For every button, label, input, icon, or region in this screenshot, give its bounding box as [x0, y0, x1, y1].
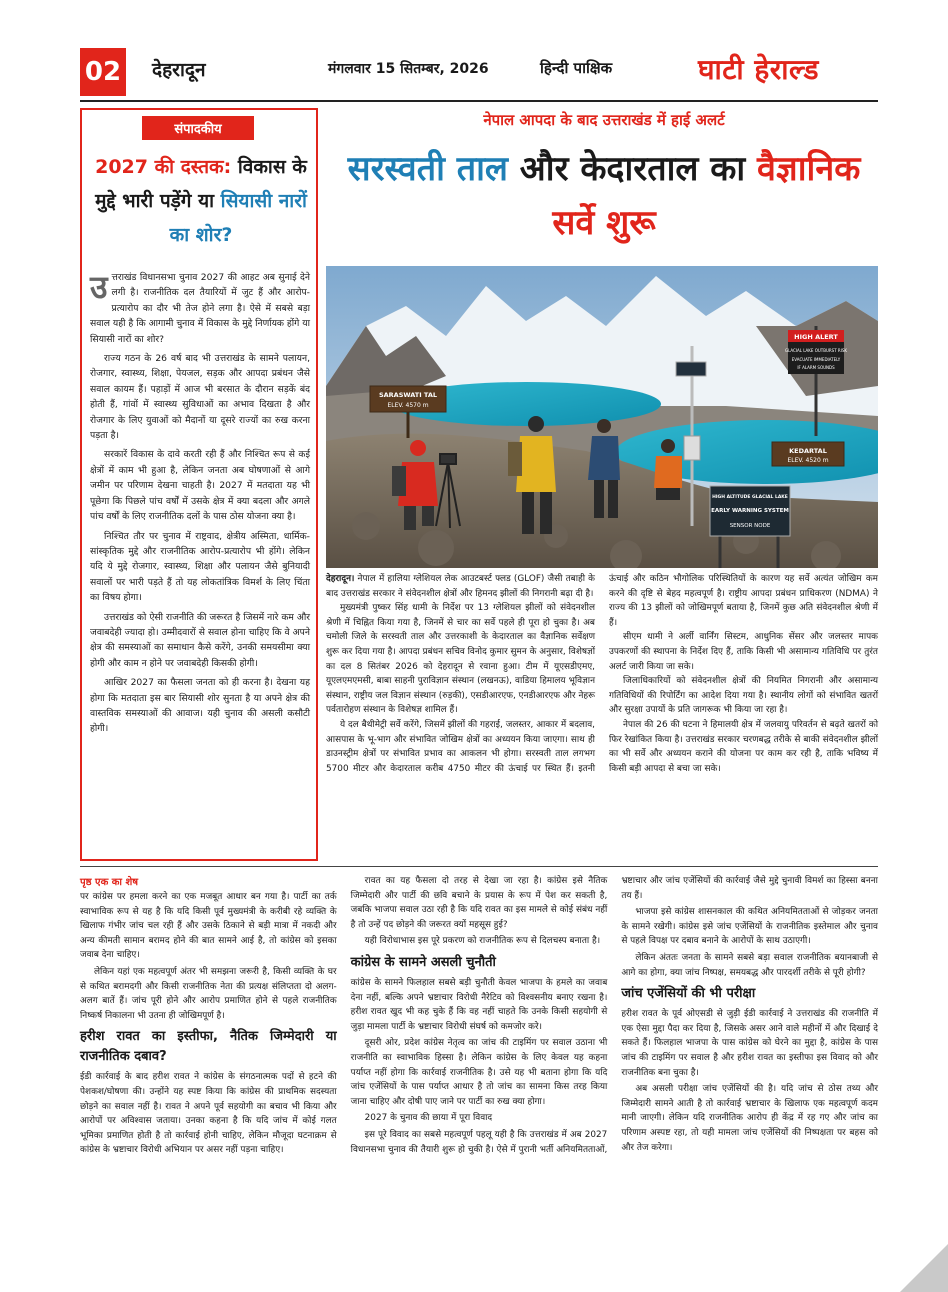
editorial-tag: संपादकीय — [142, 116, 254, 140]
continued-paragraph: यही विरोधाभास इस पूरे प्रकरण को राजनीतिक रूप से दिलचस्प बनाता है। — [364, 936, 601, 947]
editorial-title-part3: सियासी नारों का शोर? — [169, 190, 307, 246]
editorial-box — [80, 108, 318, 861]
continued-paragraph: रावत का यह फैसला दो तरह से देखा जा रहा है। कांग्रेस इसे नैतिक जिम्मेदारी और पार्टी की छवि बचाने के प्रयास के रूप में पेश कर सकती है, जबकि भाजपा सवाल उठा रही है कि यदि रावत का इस मामले से कोई संबंध नहीं है तो उन्हें पद छोड़ने की जरूरत क्यों महसूस हुई? — [350, 876, 608, 930]
kedartal-sign — [772, 442, 844, 466]
editorial-paragraph: निश्चित तौर पर चुनाव में राष्ट्रवाद, क्षेत्रीय अस्मिता, धार्मिक-सांस्कृतिक मुद्दे और राजनीतिक आरोप-प्रत्यारोप भी होंगे। लेकिन यदि ये मुद्दे रोजगार, स्वास्थ्य, शिक्षा और पलायन जैसे बुनियादी सवालों पर भारी पड़ते हैं तो यह लोकतांत्रिक विमर्श के लिए चिंता का विषय होगा। — [90, 530, 310, 604]
svg-text:IF ALARM SOUNDS: IF ALARM SOUNDS — [797, 365, 835, 370]
lead-headline — [330, 142, 878, 250]
editorial-paragraph: सरकारें विकास के दावे करती रही हैं और निश्चित रूप से कई क्षेत्रों में काम भी हुआ है, लेकिन जनता अब घोषणाओं से आगे जमीन पर परिणाम देखना चाहती है। 2027 में मतदाता यह भी पूछेगा कि पिछले पांच वर्षों में उसके क्षेत्र में क्या बदला और अगले पांच वर्षों के लिए राजनीतिक दलों के पास ठोस योजना क्या है। — [90, 449, 310, 523]
continued-paragraph: भाजपा इसे कांग्रेस शासनकाल की कथित अनियमितताओं से जोड़कर जनता के सामने रखेगी। कांग्रेस इसे जांच एजेंसियों के राजनीतिक इस्तेमाल और चुनाव से पहले विपक्ष पर दबाव बनाने के आरोपों के साथ उठाएगी। — [621, 907, 878, 947]
svg-text:SARASWATI TAL: SARASWATI TAL — [378, 391, 438, 399]
page-curl — [900, 1244, 948, 1292]
lead-kicker: नेपाल आपदा के बाद उत्तराखंड में हाई अलर्ट — [483, 111, 725, 129]
page-header — [0, 40, 948, 102]
editorial-paragraph: राज्य गठन के 26 वर्ष बाद भी उत्तराखंड के सामने पलायन, रोजगार, स्वास्थ्य, शिक्षा, पेयजल, सड़क और आपदा प्रबंधन जैसे सवाल कायम हैं। पहाड़ों में आज भी बरसात के दौरान सड़कें बंद होती हैं, गांवों में स्वास्थ्य सुविधाओं का अभाव दिखता है और रोजगार के लिए युवाओं को मैदानों या दूसरे राज्यों का रुख करना पड़ता है। — [90, 353, 310, 442]
header-city: देहरादून — [152, 59, 206, 81]
svg-text:ELEV. 4520 m: ELEV. 4520 m — [787, 457, 829, 464]
lead-dateline: देहरादून। — [326, 574, 355, 584]
editorial-title — [90, 150, 312, 252]
lead-headline-part2: और केदारताल का — [507, 149, 758, 189]
continued-tag: पृष्ठ एक का शेष — [80, 877, 139, 888]
svg-text:EARLY WARNING SYSTEM: EARLY WARNING SYSTEM — [711, 508, 789, 514]
continued-paragraph: कांग्रेस के सामने फिलहाल सबसे बड़ी चुनौती केवल भाजपा के हमले का जवाब देना नहीं, बल्कि अपने भ्रष्टाचार विरोधी नैरेटिव को विश्वसनीय बनाए रखना है। हरीश रावत खुद भी कह चुके हैं कि वह नहीं चाहते कि उनके किसी सहयोगी से जुड़ा मामला पार्टी के भ्रष्टाचार विरोधी संघर्ष को कमजोर करे। — [350, 977, 608, 1032]
svg-text:HIGH ALERT: HIGH ALERT — [794, 333, 838, 341]
header-rule — [80, 100, 878, 102]
continued-story — [80, 874, 878, 1266]
lead-paragraph: नेपाल की 26 की घटना ने हिमालयी क्षेत्र में जलवायु परिवर्तन से बढ़ते खतरों को फिर रेखांकित किया है। उत्तराखंड सरकार चरणबद्ध तरीके से बाकी संवेदनशील झीलों का भी सर्वे और अध्ययन कराने की योजना पर काम कर रही है, ताकि भविष्य में किसी बड़ी आपदा से बचा जा सके। — [609, 719, 878, 774]
continued-paragraph: लेकिन अंततः जनता के सामने सबसे बड़ा सवाल राजनीतिक बयानबाजी से आगे का होगा, क्या जांच निष्पक्ष, समयबद्ध और पारदर्शी तरीके से पूरी होगी? — [621, 952, 878, 978]
svg-text:ELEV. 4570 m: ELEV. 4570 m — [387, 402, 429, 409]
editorial-body — [90, 270, 310, 741]
lead-paragraph: मुख्यमंत्री पुष्कर सिंह धामी के निर्देश पर 13 ग्लेशियल झीलों को संवेदनशील श्रेणी में चिह्नित किया गया है, जिनमें से चार का सर्वे पहले ही पूरा हो चुका है। अब चमोली जिले के सरस्वती ताल और उत्तरकाशी के केदारताल का वैज्ञानिक सर्वेक्षण शुरू कर दिया गया है। आपदा प्रबंधन सचिव विनोद कुमार सुमन के अनुसार, विशेषज्ञों का दल 8 सितंबर 2026 को देहरादून से रवाना हुआ। टीम में यूएसडीएमए, यूएलएमएमसी, बाबा साहनी पुराविज्ञान संस्थान (लखनऊ), वाडिया हिमालय भूविज्ञान संस्थान, राष्ट्रीय जल विज्ञान संस्थान (रुड़की), एसडीआरएफ, एनडीआरएफ और नेहरू पर्वतारोहण संस्थान के विशेषज्ञ शामिल हैं। — [326, 603, 595, 716]
svg-text:SENSOR NODE: SENSOR NODE — [729, 523, 771, 529]
lead-photo — [326, 266, 878, 568]
editorial-paragraph: उत्तराखंड विधानसभा चुनाव 2027 की आहट अब सुनाई देने लगी है। राजनीतिक दल तैयारियों में जुट हैं और आरोप-प्रत्यारोप का दौर भी तेज होने लगा है। ऐसे में सबसे बड़ा सवाल यही है कि आगामी चुनाव में विकास के मुद्दे निर्णायक होंगे या सियासी नारों का शोर? — [90, 268, 310, 345]
continued-subhead: कांग्रेस के सामने असली चुनौती — [350, 954, 496, 970]
continued-paragraph: इस पूरे विवाद का सबसे महत्वपूर्ण पहलू यही है कि उत्तराखंड में अब 2027 विधानसभा चुनाव की तैयारी शुरू हो चुकी है। ऐसे में पुरानी भर्ती अनियमितताओं, भ्रष्टाचार और जांच एजेंसियों की कार्रवाई जैसे मुद्दे चुनावी विमर्श का हिस्सा बनना तय हैं। — [350, 876, 878, 1155]
editorial-title-part2: विकास के मुद्दे भारी पड़ेंगे या — [95, 156, 307, 212]
continued-paragraph: लेकिन यहां एक महत्वपूर्ण अंतर भी समझना जरूरी है, किसी व्यक्ति के घर से कथित बरामदगी और किसी राजनीतिक नेता की प्रत्यक्ष संलिप्तता दो अलग-अलग बातें हैं। जांच पूरी होने और आरोप प्रमाणित होने से पहले राजनीतिक निष्कर्ष निकालना भी उतना ही जोखिमपूर्ण है। — [80, 966, 337, 1021]
page-number: 02 — [80, 48, 126, 96]
continued-paragraph: 2027 के चुनाव की छाया में पूरा विवाद — [364, 1113, 493, 1124]
lead-headline-part1: सरस्वती ताल — [347, 149, 508, 189]
editorial-paragraph: उत्तराखंड को ऐसी राजनीति की जरूरत है जिसमें नारे कम और जवाबदेही ज्यादा हो। उम्मीदवारों से सवाल होना चाहिए कि वे अपने क्षेत्र की समस्याओं का समाधान कैसे करेंगे, उनकी समयसीमा क्या होगी और काम न होने पर जवाबदेही किसकी होगी। — [90, 611, 310, 669]
lead-headline-part3: वैज्ञानिक सर्वे शुरू — [552, 149, 861, 243]
continued-paragraph: अब असली परीक्षा जांच एजेंसियों की है। यदि जांच से ठोस तथ्य और जिम्मेदारी सामने आती है तो कार्रवाई भ्रष्टाचार के खिलाफ एक महत्वपूर्ण कदम मानी जाएगी। लेकिन यदि राजनीतिक आरोप ही केंद्र में रह गए और जांच का परिणाम अस्पष्ट रहा, तो यही मामला जांच एजेंसियों की निष्पक्षता पर बहस को और तेज करेगा। — [621, 1084, 878, 1153]
continued-subhead: हरीश रावत का इस्तीफा, नैतिक जिम्मेदारी या राजनीतिक दबाव? — [80, 1029, 337, 1065]
header-date: मंगलवार 15 सितम्बर, 2026 — [328, 61, 489, 77]
section-divider — [80, 866, 878, 867]
editorial-dropcap: उ — [90, 268, 108, 306]
lead-paragraph: देहरादून। नेपाल में हालिया ग्लेशियल लेक आउटबर्स्ट फ्लड (GLOF) जैसी तबाही के बाद उत्तराखंड सरकार ने संवेदनशील क्षेत्रों और हिमनद झीलों की निगरानी बढ़ा दी है। — [326, 574, 595, 599]
lead-story-body — [326, 572, 878, 847]
glacial-lake-survey-photo — [326, 266, 878, 568]
svg-text:EVACUATE IMMEDIATELY: EVACUATE IMMEDIATELY — [791, 357, 841, 362]
continued-paragraph: ईडी कार्रवाई के बाद हरीश रावत ने कांग्रेस के संगठनात्मक पदों से हटने की पेशकश/घोषणा की। उन्होंने यह स्पष्ट किया कि कांग्रेस की प्राथमिक सदस्यता छोड़ने का सवाल नहीं है। रावत ने अपने पूर्व सहयोगी का बचाव भी किया और आरोपों पर अविश्वास जताया। उनका कहना है कि यदि जांच में कोई गलत भूमिका प्रमाणित होती है तो कार्रवाई होनी चाहिए, लेकिन मौजूदा घटनाक्रम से कांग्रेस के भ्रष्टाचार विरोधी अभियान पर असर नहीं पड़ना चाहिए। — [80, 1072, 337, 1156]
svg-text:KEDARTAL: KEDARTAL — [789, 447, 827, 455]
continued-paragraph: हरीश रावत के पूर्व ओएसडी से जुड़ी ईडी कार्रवाई ने उत्तराखंड की राजनीति में एक ऐसा मुद्दा पैदा कर दिया है, जिसके असर आने वाले महीनों में और दिखाई दे सकते हैं। फिलहाल भाजपा के पास कांग्रेस को घेरने का मुद्दा है, कांग्रेस के पास जांच की टाइमिंग पर सवाल है और हरीश रावत का इस्तीफा इस विवाद को और राजनीतिक बना चुका है। — [621, 1009, 878, 1078]
editorial-paragraph: आखिर 2027 का फैसला जनता को ही करना है। देखना यह होगा कि मतदाता इस बार सियासी शोर सुनता है या अपने क्षेत्र की वास्तविक समस्याओं की आवाज। यही चुनाव की असली कसौटी होगी। — [90, 677, 310, 735]
editorial-title-part1: 2027 की दस्तक: — [95, 156, 232, 178]
continued-paragraph: पर कांग्रेस पर हमला करने का एक मजबूत आधार बन गया है। पार्टी का तर्क स्वाभाविक रूप से यह है कि यदि किसी पूर्व मुख्यमंत्री के करीबी रहे व्यक्ति के खिलाफ गंभीर जांच चल रही हैं और उसके ठिकाने से बड़ी मात्रा में नकदी और अन्य कीमती सामान बरामद होने की बात सामने आई है, तो कांग्रेस को इसका जवाब देना चाहिए। — [80, 892, 337, 961]
svg-text:GLACIAL LAKE OUTBURST RISK: GLACIAL LAKE OUTBURST RISK — [784, 348, 848, 353]
masthead-logo: घाटी हेराल्ड — [698, 53, 819, 86]
continued-paragraph: दूसरी ओर, प्रदेश कांग्रेस नेतृत्व का जांच की टाइमिंग पर सवाल उठाना भी राजनीति का स्वाभाविक हिस्सा है। लेकिन कांग्रेस के लिए केवल यह कहना पर्याप्त नहीं होगा कि कार्रवाई राजनीतिक है। उसे यह भी बताना होगा कि यदि जांच एजेंसियों के पास पर्याप्त आधार है तो जांच का सामना किस तरह किया जाना चाहिए और दोषी पाए जाने पर पार्टी का रुख क्या होगा। — [350, 1038, 608, 1107]
header-edition: हिन्दी पाक्षिक — [540, 59, 613, 77]
lead-paragraph: ये दल बैथीमेट्री सर्वे करेंगे, जिसमें झीलों की गहराई, जलस्तर, आकार में बदलाव, आसपास के भू-भाग और संभावित जोखिम क्षेत्रों का अध्ययन किया जाएगा। साथ ही डाउनस्ट्रीम क्षेत्रों पर संभावित प्रभाव का आकलन भी होगा। सरस्वती ताल लगभग 5700 मीटर और केदारताल करीब 4750 मीटर की ऊंचाई पर स्थित हैं। इतनी ऊंचाई और कठिन भौगोलिक परिस्थितियों के कारण यह सर्वे अत्यंत जोखिम कम करने की दृष्टि से बेहद महत्वपूर्ण है। राष्ट्रीय आपदा प्रबंधन प्राधिकरण (NDMA) ने राज्य की 13 झीलों को जोखिमपूर्ण बताया है, जिनमें कुछ अति संवेदनशील श्रेणी में हैं। — [326, 574, 878, 774]
lead-paragraph: जिलाधिकारियों को संवेदनशील क्षेत्रों की नियमित निगरानी और असामान्य गतिविधियों की रिपोर्टिंग का आदेश दिया गया है। स्थानीय लोगों को संभावित खतरों और सुरक्षा उपायों के प्रति जागरूक भी किया जा रहा है। — [609, 676, 878, 716]
continued-subhead: जांच एजेंसियों की भी परीक्षा — [621, 986, 756, 1002]
lead-paragraph: सीएम धामी ने अर्ली वार्निंग सिस्टम, आधुनिक सेंसर और जलस्तर मापक उपकरणों की स्थापना के निर्देश दिए हैं, ताकि किसी भी असामान्य गतिविधि पर तुरंत अलर्ट जारी किया जा सके। — [609, 632, 878, 672]
svg-text:HIGH ALTITUDE GLACIAL LAKE: HIGH ALTITUDE GLACIAL LAKE — [712, 495, 788, 500]
